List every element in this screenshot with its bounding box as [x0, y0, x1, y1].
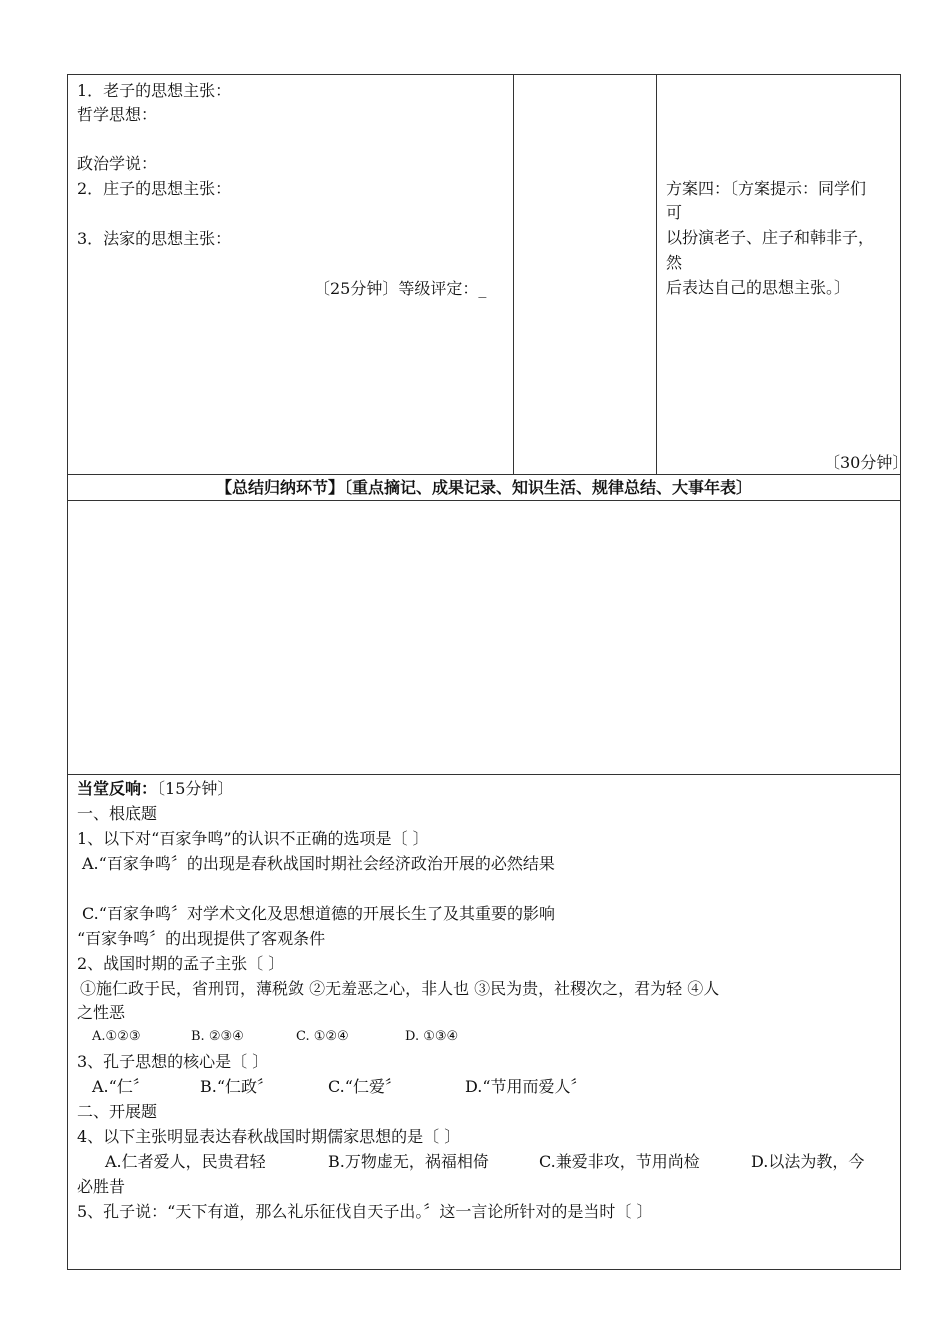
- plan-four-line-5: 后表达自己的思想主张。〕: [666, 278, 851, 297]
- plan-four-line-4: 然: [666, 253, 683, 272]
- laozi-question: 1．老子的思想主张：: [77, 81, 232, 100]
- plan-four-line-3: 以扮演老子、庄子和韩非子，: [666, 228, 875, 247]
- feedback-title: 当堂反响：: [77, 779, 158, 798]
- question-1-extra: “百家争鸣〞的出现提供了客观条件: [77, 929, 326, 948]
- question-5: 5、孔子说：“天下有道，那么礼乐征伐自天子出。〞这一言论所针对的是当时〔 〕: [77, 1202, 653, 1221]
- question-3-option-a: A.“仁〞: [92, 1077, 149, 1096]
- legalist-question: 3．法家的思想主张：: [77, 229, 232, 248]
- question-1-option-c: C.“百家争鸣〞对学术文化及思想道德的开展长生了及其重要的影响: [82, 904, 555, 923]
- question-3-option-b: B.“仁政〞: [200, 1077, 274, 1096]
- feedback-time: 〔15分钟〕: [157, 779, 234, 798]
- question-4-option-c: C.兼爱非攻，节用尚检: [539, 1152, 700, 1171]
- politics-label: 政治学说：: [77, 154, 158, 173]
- column-divider-1: [513, 74, 514, 474]
- section-extended: 二、开展题: [77, 1102, 158, 1121]
- question-2: 2、战国时期的孟子主张〔 〕: [77, 954, 285, 973]
- rating-line: 〔25分钟〕等级评定：_: [314, 279, 487, 298]
- question-2-option-b: B. ②③④: [191, 1029, 244, 1044]
- question-2-option-d: D. ①③④: [405, 1029, 459, 1044]
- question-2-items-cont: 之性恶: [77, 1003, 126, 1022]
- column-divider-2: [656, 74, 657, 474]
- question-3-option-c: C.“仁爱〞: [328, 1077, 401, 1096]
- feedback-heading: [77, 777, 233, 801]
- question-3-option-d: D.“节用而爱人〞: [465, 1077, 587, 1096]
- plan-four-time: 〔30分钟〕: [824, 453, 909, 472]
- plan-four-line-1: 方案四：〔方案提示：同学们: [666, 179, 867, 198]
- question-4-option-a: A.仁者爱人，民贵君轻: [105, 1152, 266, 1171]
- summary-header: 【总结归纳环节】〔重点摘记、成果记录、知识生活、规律总结、大事年表〕: [215, 478, 752, 497]
- question-1-option-a: A.“百家争鸣〞的出现是春秋战国时期社会经济政治开展的必然结果: [82, 854, 555, 873]
- zhuangzi-question: 2．庄子的思想主张：: [77, 179, 232, 198]
- question-2-option-a: A.①②③: [92, 1029, 141, 1044]
- question-4-option-d: D.以法为教，今: [751, 1152, 865, 1171]
- question-2-items: ①施仁政于民，省刑罚，薄税敛 ②无羞恶之心，非人也 ③民为贵，社稷次之，君为轻 ④人: [80, 979, 720, 998]
- row-divider-summary-top: [67, 474, 901, 475]
- row-divider-summary-header: [67, 500, 901, 501]
- question-4-option-b: B.万物虚无，祸福相倚: [328, 1152, 489, 1171]
- question-3: 3、孔子思想的核心是〔 〕: [77, 1052, 269, 1071]
- philosophy-label: 哲学思想：: [77, 105, 158, 124]
- row-divider-feedback-top: [67, 774, 901, 775]
- question-1: 1、以下对“百家争鸣”的认识不正确的选项是〔 〕: [77, 829, 429, 848]
- question-4-cont: 必胜昔: [77, 1177, 126, 1196]
- question-2-option-c: C. ①②④: [296, 1029, 349, 1044]
- question-4: 4、以下主张明显表达春秋战国时期儒家思想的是〔 〕: [77, 1127, 461, 1146]
- section-basic: 一、根底题: [77, 804, 158, 823]
- plan-four-line-2: 可: [666, 203, 683, 222]
